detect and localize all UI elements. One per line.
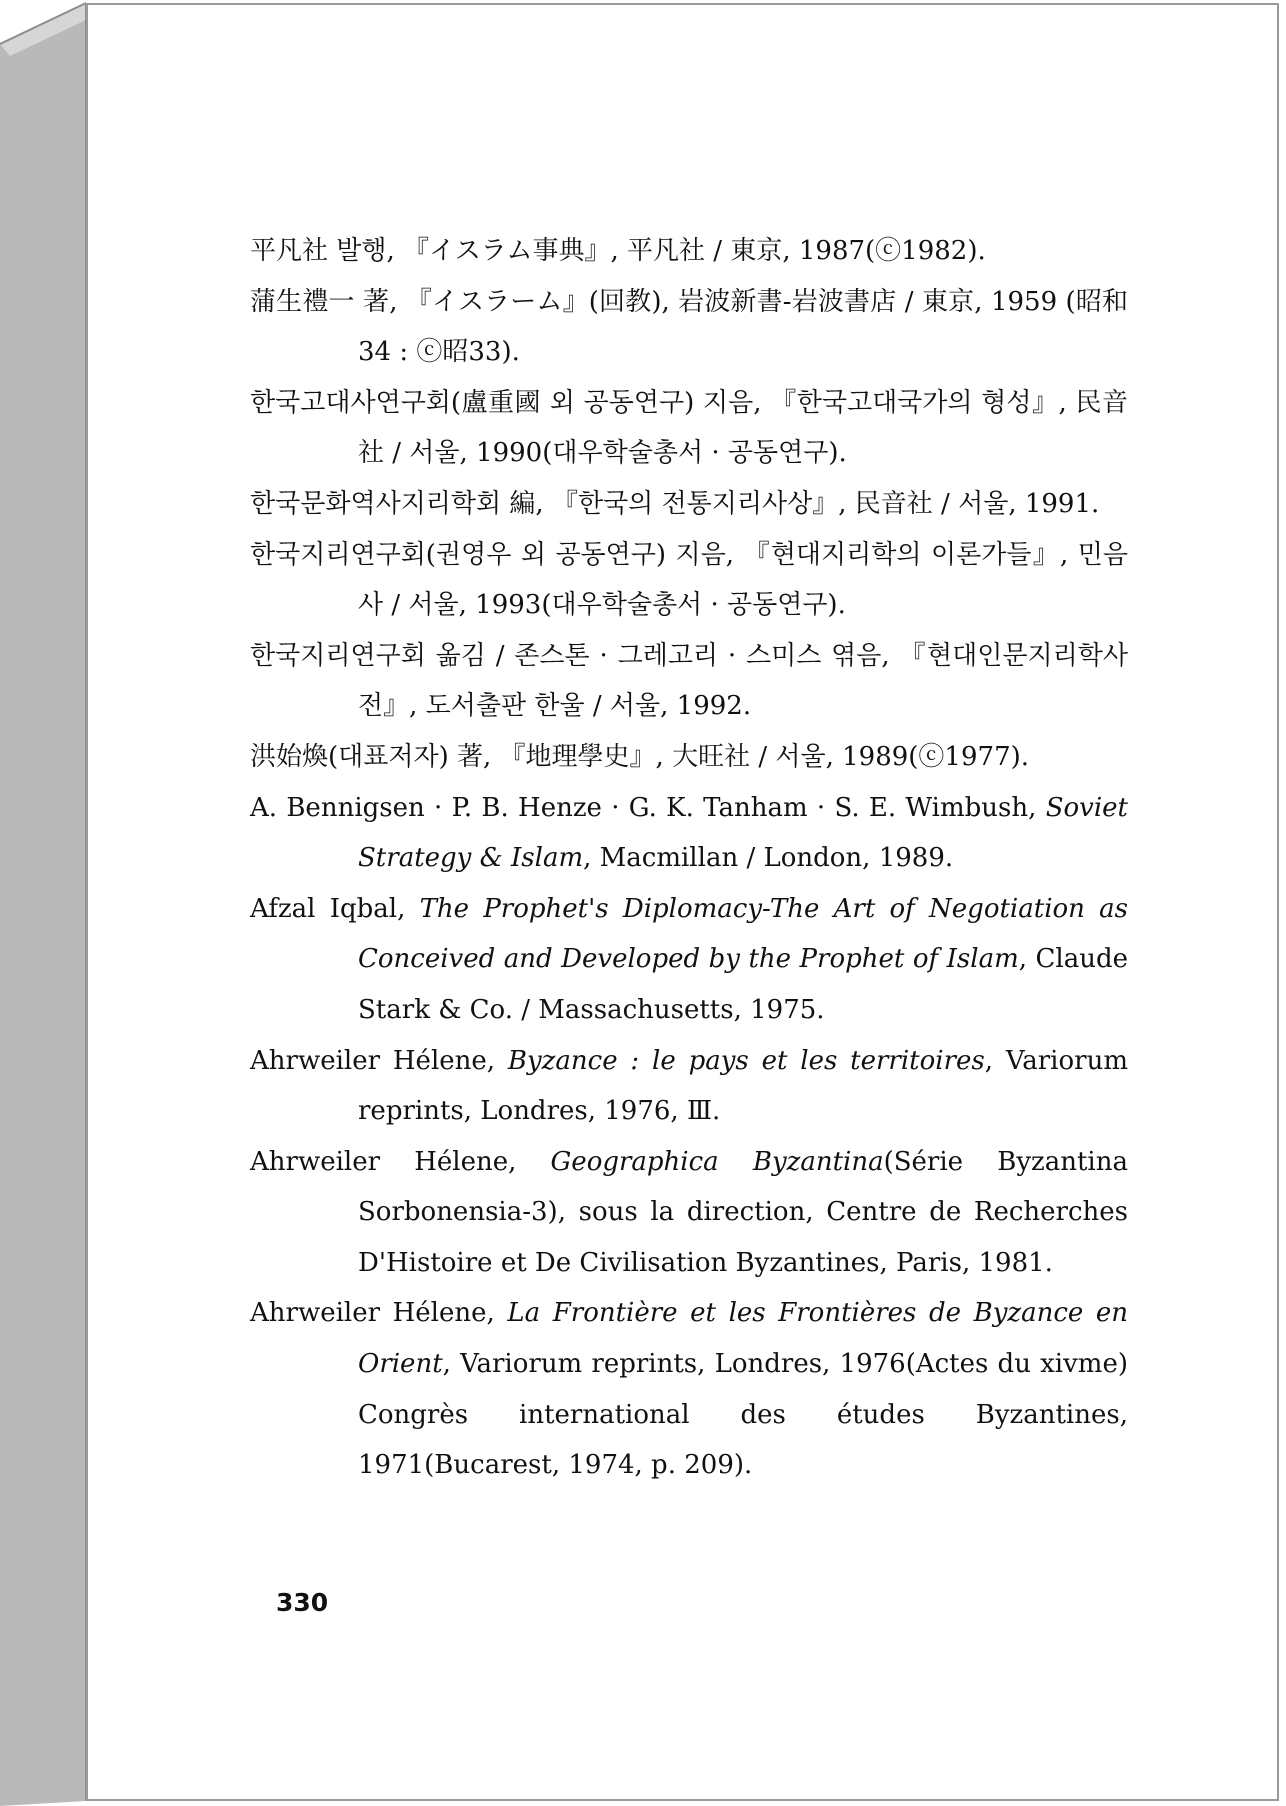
- entry-text: , Macmillan / London, 1989.: [583, 843, 954, 874]
- bibliography-entry: [250, 884, 1128, 1036]
- entry-text: 한국고대사연구회(盧重國 외 공동연구) 지음, 『한국고대국가의 형성』, 民音社 / 서울, 1990(대우학술총서 · 공동연구).: [250, 387, 1128, 469]
- entry-text: 平凡社 발행, 『イスラム事典』, 平凡社 / 東京, 1987(ⓒ1982).: [250, 236, 986, 266]
- page-number: 330: [276, 1588, 329, 1617]
- entry-text: Ahrweiler Hélene,: [250, 1045, 508, 1076]
- bibliography-entry: [250, 277, 1128, 378]
- bibliography-entry: [250, 1137, 1128, 1289]
- entry-text: 한국문화역사지리학회 編, 『한국의 전통지리사상』, 民音社 / 서울, 1991.: [250, 488, 1100, 519]
- bibliography-entry: [250, 631, 1128, 732]
- entry-title-italic: Geographica Byzantina: [550, 1146, 884, 1177]
- bibliography-entry: [250, 378, 1128, 479]
- entry-text: , Claude Stark & Co. / Massachusetts, 1975.: [358, 944, 1128, 1025]
- entry-text: Ahrweiler Hélene,: [250, 1298, 508, 1329]
- entry-title-italic: Byzance : le pays et les territoires: [507, 1045, 985, 1076]
- entry-text: Ahrweiler Hélene,: [250, 1146, 551, 1177]
- entry-text: 洪始煥(대표저자) 著, 『地理學史』, 大旺社 / 서울, 1989(ⓒ1977).: [250, 741, 1030, 772]
- bibliography-entry: [250, 530, 1128, 631]
- entry-text: (Série Byzantina Sorbonensia-3), sous la direction, Centre de Recherches D'Histoire et De Civilisation Byzantines, Paris, 1981.: [358, 1146, 1128, 1278]
- bibliography-entry: [250, 1288, 1128, 1490]
- bibliography-entry: [250, 479, 1128, 530]
- bibliography-list: [250, 226, 1128, 1491]
- entry-text: , Variorum reprints, Londres, 1976, Ⅲ.: [358, 1045, 1128, 1127]
- entry-text: 蒲生禮一 著, 『イスラーム』(回教), 岩波新書-岩波書店 / 東京, 1959 (昭和34 : ⓒ昭33).: [250, 286, 1128, 368]
- entry-text: 한국지리연구회(권영우 외 공동연구) 지음, 『현대지리학의 이론가들』, 민음사 / 서울, 1993(대우학술총서 · 공동연구).: [250, 539, 1128, 621]
- bibliography-entry: [250, 783, 1128, 884]
- entry-text: A. Bennigsen · P. B. Henze · G. K. Tanham · S. E. Wimbush,: [250, 792, 1046, 823]
- entry-text: 한국지리연구회 옮김 / 존스톤 · 그레고리 · 스미스 엮음, 『현대인문지리학사전』, 도서출판 한울 / 서울, 1992.: [250, 640, 1128, 722]
- bibliography-entry: [250, 1036, 1128, 1137]
- bibliography-entry: [250, 226, 1128, 277]
- entry-title-italic: Soviet Strategy & Islam: [358, 792, 1128, 874]
- entry-text: , Variorum reprints, Londres, 1976(Actes du xivme) Congrès international des études Byzantines, 1971(Bucarest, 1974, p. 209).: [358, 1349, 1128, 1481]
- entry-title-italic: La Frontière et les Frontières de Byzance en Orient: [358, 1298, 1128, 1380]
- entry-text: Afzal Iqbal,: [250, 893, 420, 924]
- bibliography-entry: [250, 732, 1128, 783]
- entry-title-italic: The Prophet's Diplomacy-The Art of Negotiation as Conceived and Developed by the Prophet of Islam: [358, 893, 1128, 975]
